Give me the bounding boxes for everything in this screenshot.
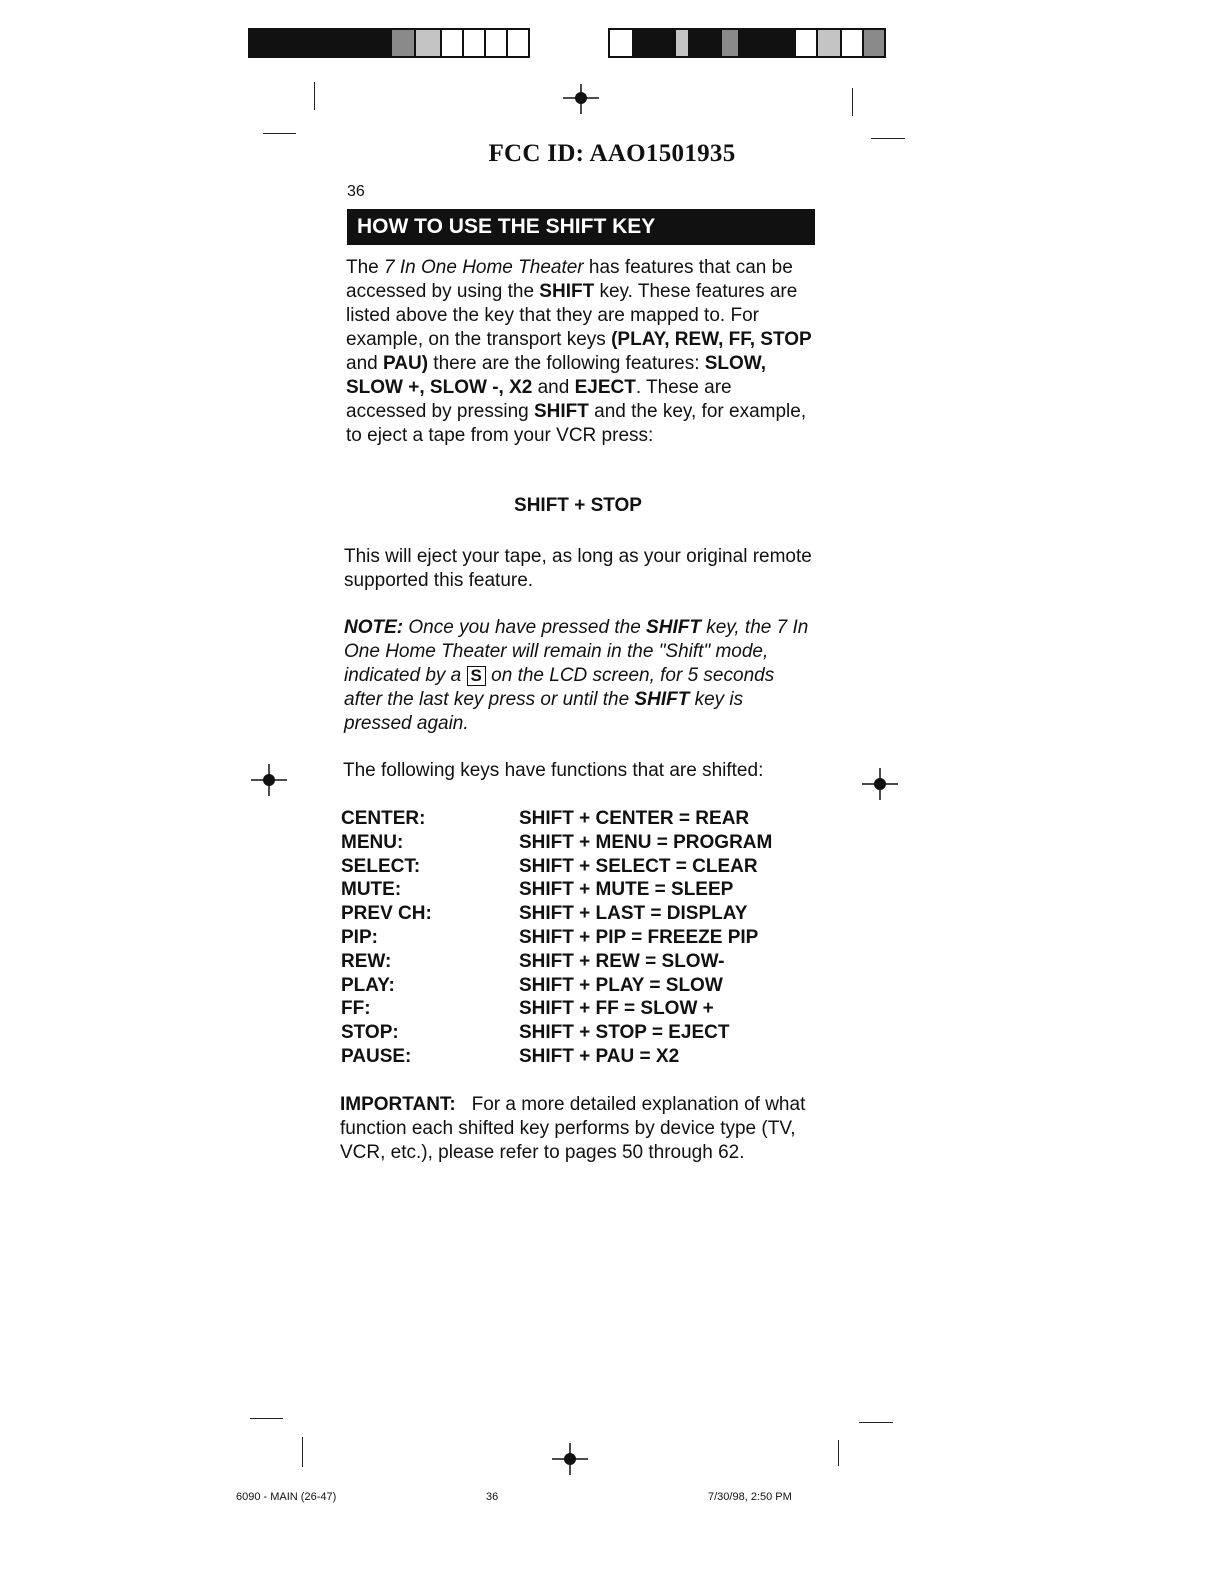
intro-paragraph: The 7 In One Home Theater has features that can be accessed by using the SHIFT key. These features are listed above the key that they are mapped to. For example, on the transport keys (PLAY, REW, FF, STOP and PAU) there are the following features: SLOW, SLOW +, SLOW -, X2 and EJECT. These are accessed by pressing SHIFT and the key, for example, to eject a tape from your VCR press:	[346, 257, 812, 446]
footer-page: 36	[486, 1491, 499, 1503]
registration-strip-right	[610, 28, 886, 58]
trim-mark	[852, 88, 853, 116]
crosshair-registration-icon	[563, 80, 599, 116]
table-row: SELECT: SHIFT + SELECT = CLEAR	[341, 855, 758, 877]
footer-file: 6090 - MAIN (26-47)	[236, 1491, 337, 1503]
table-row: PREV CH: SHIFT + LAST = DISPLAY	[341, 903, 748, 925]
table-row: MUTE: SHIFT + MUTE = SLEEP	[341, 879, 734, 901]
crosshair-registration-icon	[552, 1441, 588, 1477]
footer-timestamp: 7/30/98, 2:50 PM	[708, 1491, 792, 1503]
shifted-keys-table	[341, 807, 811, 1069]
table-row: FF: SHIFT + FF = SLOW +	[341, 998, 714, 1020]
table-row: PIP: SHIFT + PIP = FREEZE PIP	[341, 926, 759, 948]
crosshair-registration-icon	[251, 762, 287, 798]
trim-mark	[263, 133, 296, 134]
trim-mark	[871, 138, 905, 139]
important-paragraph: IMPORTANT: For a more detailed explanation of what function each shifted key performs by device type (TV, VCR, etc.), please refer to pages 50 through 62.	[340, 1094, 806, 1163]
table-row: PLAY: SHIFT + PLAY = SLOW	[341, 974, 723, 996]
important-label: IMPORTANT:	[340, 1094, 456, 1115]
trim-mark	[859, 1422, 893, 1423]
fcc-id-title: FCC ID: AAO1501935	[488, 140, 736, 167]
table-row: CENTER: SHIFT + CENTER = REAR	[341, 808, 750, 829]
shifted-keys-intro: The following keys have functions that are shifted:	[343, 760, 764, 781]
trim-mark	[302, 1437, 303, 1467]
section-banner: HOW TO USE THE SHIFT KEY	[347, 209, 815, 245]
table-row: PAUSE: SHIFT + PAU = X2	[341, 1045, 680, 1067]
page-number: 36	[347, 183, 365, 200]
eject-note: This will eject your tape, as long as your original remote supported this feature.	[344, 546, 812, 591]
note-label: NOTE:	[344, 617, 404, 638]
crosshair-registration-icon	[862, 766, 898, 802]
shift-indicator-box: S	[467, 666, 486, 686]
trim-mark	[314, 82, 315, 110]
registration-strip-left	[250, 28, 530, 58]
table-row: REW: SHIFT + REW = SLOW-	[341, 950, 725, 972]
note-paragraph: NOTE: Once you have pressed the SHIFT key, the 7 In One Home Theater will remain in the "Shift" mode, indicated by a S on the LCD screen, for 5 seconds after the last key press or until the SHIFT key is pressed again.	[344, 617, 809, 734]
example-keypress: SHIFT + STOP	[514, 495, 642, 516]
table-row: MENU: SHIFT + MENU = PROGRAM	[341, 831, 773, 853]
table-row: STOP: SHIFT + STOP = EJECT	[341, 1022, 730, 1044]
trim-mark	[838, 1440, 839, 1466]
trim-mark	[250, 1418, 283, 1419]
